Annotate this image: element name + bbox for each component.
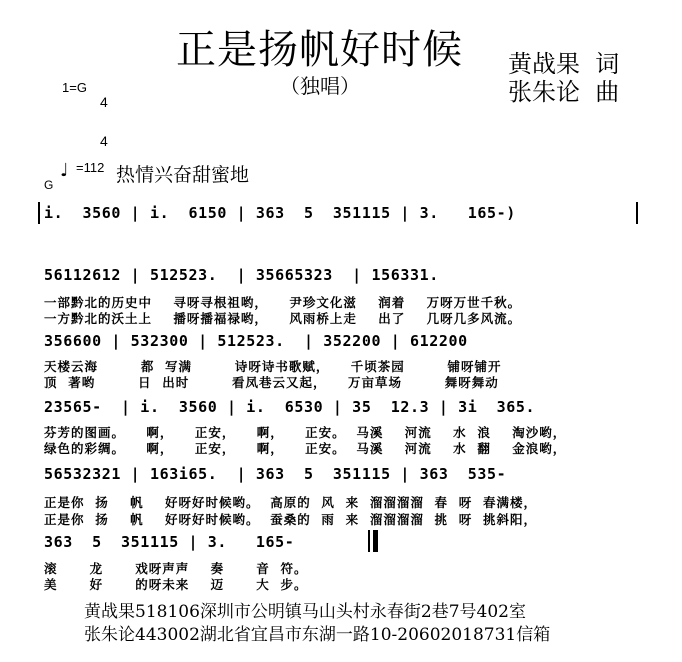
lyricist-credit: 黄战果 词 bbox=[508, 50, 620, 78]
footer-address-lyricist: 黄战果518106深圳市公明镇马山头村永春街2巷7号402室 bbox=[84, 602, 526, 622]
tempo-mark: =112 bbox=[76, 160, 105, 175]
song-subtitle: （独唱） bbox=[280, 74, 360, 98]
lyric-row-6-verse-1: 滚 龙 戏呀声声 奏 音 符。 bbox=[44, 561, 308, 576]
score-row-6: 363 5 351115 | 3. 165- bbox=[44, 533, 295, 551]
lyric-row-5-verse-2: 正是你 扬 帆 好呀好时候哟。 蚕桑的 雨 来 溜溜溜溜 挑 呀 挑斜阳， bbox=[44, 512, 537, 527]
barline-start bbox=[38, 202, 40, 224]
lyric-row-5-verse-1: 正是你 扬 帆 好呀好时候哟。 高原的 风 来 溜溜溜溜 春 呀 春满楼， bbox=[44, 495, 537, 510]
expression-mark: 热情兴奋甜蜜地 bbox=[116, 164, 250, 186]
song-title: 正是扬帆好时候 bbox=[176, 27, 463, 73]
score-row-4: 23565- | i. 3560 | i. 6530 | 35 12.3 | 3i 365. bbox=[44, 398, 536, 416]
final-barline-thick bbox=[373, 530, 378, 552]
score-row-3: 356600 | 532300 | 512523. | 352200 | 612200 bbox=[44, 332, 468, 350]
time-top: 4 bbox=[100, 94, 108, 110]
lyric-row-3-verse-2: 顶 著哟 日 出时 看凤巷云又起， 万亩草场 舞呀舞动 bbox=[44, 375, 499, 390]
time-signature bbox=[100, 70, 108, 161]
composer-credit: 张朱论 曲 bbox=[508, 78, 620, 106]
score-row-1: i. 3560 | i. 6150 | 363 5 351115 | 3. 165-) bbox=[44, 204, 516, 222]
footer-address-composer: 张朱论443002湖北省宜昌市东湖一路10-20602018731信箱 bbox=[84, 625, 551, 645]
time-bottom: 4 bbox=[100, 133, 108, 149]
lyric-row-2-verse-2: 一方黔北的沃土上 播呀播福禄哟， 风雨桥上走 出了 几呀几多风流。 bbox=[44, 311, 522, 326]
lyric-row-3-verse-1: 天楼云海 都 写满 诗呀诗书歌赋， 千顷茶园 铺呀铺开 bbox=[44, 359, 502, 374]
lyric-row-6-verse-2: 美 好 的呀未来 迈 大 步。 bbox=[44, 577, 308, 592]
score-row-2: 56112612 | 512523. | 35665323 | 156331. bbox=[44, 266, 439, 284]
lyric-row-4-verse-1: 芬芳的图画。 啊， 正安， 啊， 正安。 马溪 河流 水 浪 淘沙哟， bbox=[44, 425, 567, 440]
key-signature: 1=G bbox=[62, 80, 87, 95]
barline-end bbox=[636, 202, 638, 224]
final-barline-thin bbox=[368, 530, 370, 552]
lyric-row-2-verse-1: 一部黔北的历史中 寻呀寻根祖哟， 尹珍文化滋 润着 万呀万世千秋。 bbox=[44, 295, 522, 310]
quarter-note-icon: ♩ bbox=[60, 160, 69, 181]
lyric-row-4-verse-2: 绿色的彩绸。 啊， 正安， 啊， 正安。 马溪 河流 水 翻 金浪哟， bbox=[44, 441, 567, 456]
clef-mark: G bbox=[44, 178, 54, 192]
score-row-5: 56532321 | 163i65. | 363 5 351115 | 363 535- bbox=[44, 465, 507, 483]
